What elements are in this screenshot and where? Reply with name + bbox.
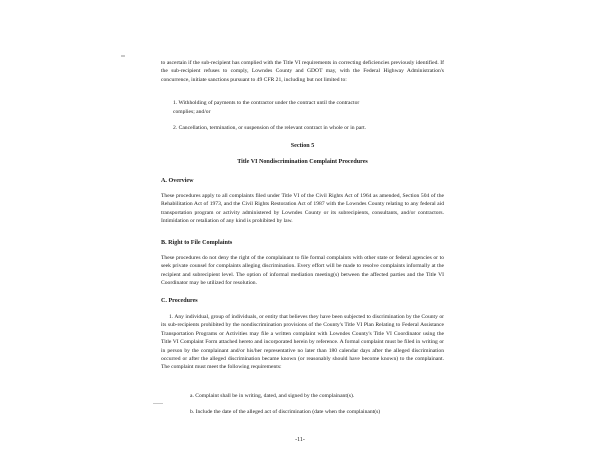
procedures-paragraph: 1. Any individual, group of individuals, or entity that believes they have been subjected to discrimination by the County or its sub-recipients prohibited by the nondiscrimination provisions of the County's Title VI Plan Relating to Federal Assistance Transportation Programs or Activities may file a written complaint with Lowndes County's Title VI Coordinator using the Title VI Complaint Form attached hereto and incorporated herein by reference. A formal complaint must be filed in writing or in person by the complainant and/or his/her representative no later than 180 calendar days after the alleged discrimination occurred or after the alleged discrimination became known (or reasonably should have become known) to the complainant. The complaint must meet the following requirements:: [161, 314, 444, 371]
right-to-file-paragraph: These procedures do not deny the right of the complainant to file formal complaints with other state or federal agencies or to seek private counsel for complaints alleging discrimination. Every effort will be made to resolve complaints informally at the recipient and subrecipient level. The option of informal mediation meeting(s) between the affected parties and the Title VI Coordinator may be utilized for resolution.: [161, 255, 444, 287]
page-number: -11-: [295, 437, 305, 443]
heading-procedures: C. Procedures: [161, 298, 198, 304]
heading-overview: A. Overview: [161, 178, 194, 184]
list-item-1: 1. Withholding of payments to the contractor under the contract until the contractor: [173, 100, 360, 106]
section-title: Title VI Nondiscrimination Complaint Procedures: [237, 159, 368, 165]
scan-mark: [121, 55, 125, 57]
list-item-2: 2. Cancellation, termination, or suspension of the relevant contract in whole or in part.: [173, 125, 367, 131]
intro-paragraph: to ascertain if the sub-recipient has complied with the Title VI requirements in correcting deficiencies previously identified. If the sub-recipient refuses to comply, Lowndes County and GDOT may, with the Federal Highway Administration's concurrence, initiate sanctions pursuant to 49 CFR 21, including but not limited to:: [161, 60, 444, 83]
scan-mark: [153, 403, 163, 404]
requirement-a: a. Complaint shall be in writing, dated, and signed by the complainant(s).: [190, 393, 355, 399]
requirement-b: b. Include the date of the alleged act of discrimination (date when the complainant(s): [190, 409, 381, 415]
list-item-1-continuation: complies; and/or: [173, 109, 211, 115]
overview-paragraph: These procedures apply to all complaints filed under Title VI of the Civil Rights Act of 1964 as amended, Section 504 of the Rehabilitation Act of 1973, and the Civil Rights Restoration Act of 1987 with the Lowndes County relating to any federal aid transportation program or activity administered by Lowndes County or its subrecipients, consultants, and/or contractors. Intimidation or retaliation of any kind is prohibited by law.: [161, 193, 444, 225]
section-heading: Section 5: [290, 143, 315, 149]
heading-right-to-file: B. Right to File Complaints: [161, 240, 233, 246]
